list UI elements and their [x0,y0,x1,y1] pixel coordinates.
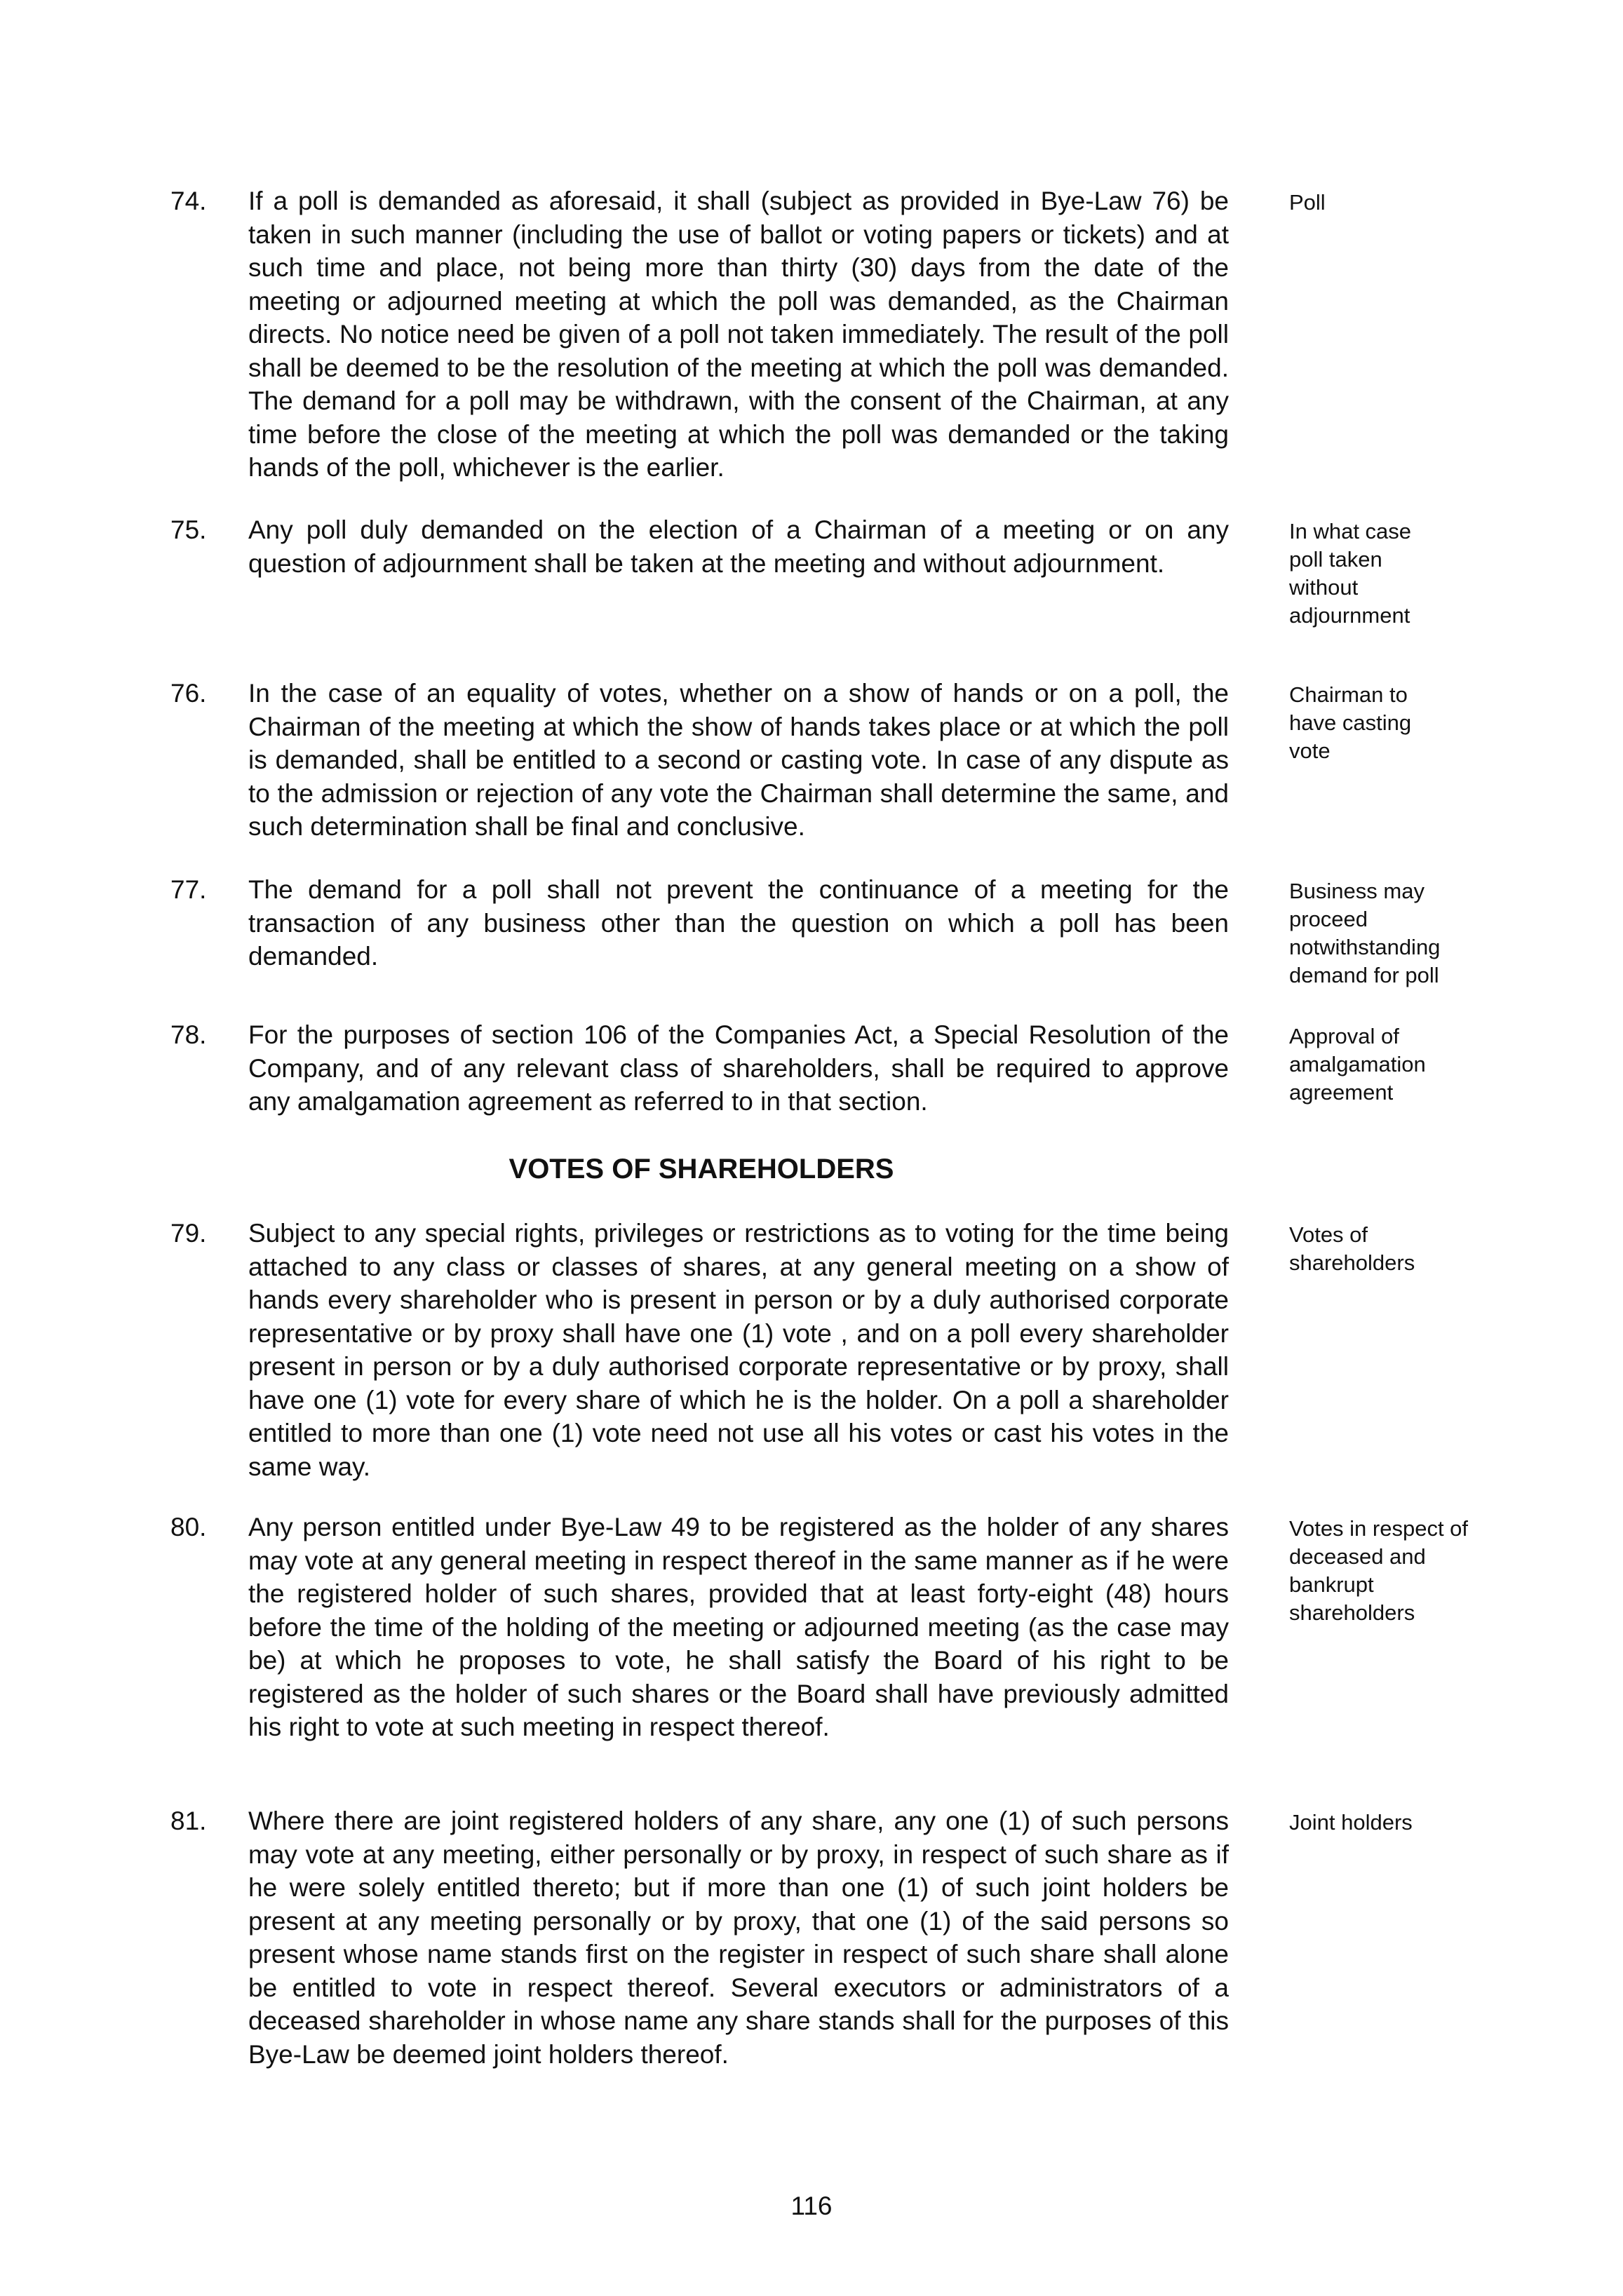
clause-text: Any person entitled under Bye-Law 49 to be registered as the holder of any shares may vote at any general meeting in respect thereof in the same manner as if he were the registered holder of such shares, provided that at least forty-eight (48) hours before the time of the holding of the meeting or adjourned meeting (as the case may be) at which he proposes to vote, he shall satisfy the Board of his right to be registered as the holder of such shares or the Board shall have previously admitted his right to vote at such meeting in respect thereof. [248,1513,1229,1741]
margin-note: In what case poll taken without adjournment [1289,519,1412,628]
clause-text: The demand for a poll shall not prevent the continuance of a meeting for the transaction of any business other than the question on which a poll has been demanded. [248,875,1229,971]
clause-number: 76. [170,679,207,708]
clause-text: If a poll is demanded as aforesaid, it shall (subject as provided in Bye-Law 76) be taken in such manner (including the use of ballot or voting papers or tickets) and at such time and place, not being more than thirty (30) days from the date of the meeting or adjourned meeting at which the poll was demanded, as the Chairman directs. No notice need be given of a poll not taken immediately. The result of the poll shall be deemed to be the resolution of the meeting at which the poll was demanded. The demand for a poll may be withdrawn, with the consent of the Chairman, at any time before the close of the meeting at which the poll was demanded or the taking hands of the poll, whichever is the earlier. [248,187,1229,482]
margin-note: Business may proceed notwithstanding demand for poll [1289,879,1441,987]
clause-number: 77. [170,875,207,904]
clause-number: 79. [170,1219,207,1248]
margin-note: Approval of amalgamation agreement [1289,1024,1426,1105]
clause-number: 75. [170,515,207,544]
margin-note: Chairman to have casting vote [1289,682,1412,763]
margin-note: Votes in respect of deceased and bankrupt shareholders [1289,1516,1469,1625]
margin-note: Votes of shareholders [1289,1222,1415,1275]
clause-text: Subject to any special rights, privileges or restrictions as to voting for the time being attached to any class or classes of shares, at any general meeting on a show of hands every shareholder who is present in person or by a duly authorised corporate representative or by proxy shall have one (1) vote , and on a poll every shareholder present in person or by a duly authorised corporate representative or by proxy, shall have one (1) vote for every share of which he is the holder. On a poll a shareholder entitled to more than one (1) vote need not use all his votes or cast his votes in the same way. [248,1219,1229,1481]
clause-text: For the purposes of section 106 of the Companies Act, a Special Resolution of the Company, and of any relevant class of shareholders, shall be required to approve any amalgamation agreement as referred to in that section. [248,1020,1229,1116]
clause-number: 81. [170,1807,207,1835]
section-heading: VOTES OF SHAREHOLDERS [509,1154,894,1184]
page-number: 116 [790,2192,833,2220]
clause-number: 74. [170,187,207,215]
clause-text: Any poll duly demanded on the election of a Chairman of a meeting or on any question of adjournment shall be taken at the meeting and without adjournment. [248,515,1229,578]
clause-text: In the case of an equality of votes, whether on a show of hands or on a poll, the Chairman of the meeting at which the show of hands takes place or at which the poll is demanded, shall be entitled to a second or casting vote. In case of any dispute as to the admission or rejection of any vote the Chairman shall determine the same, and such determination shall be final and conclusive. [248,679,1229,841]
clause-number: 78. [170,1020,207,1049]
margin-note: Joint holders [1289,1810,1413,1835]
margin-note: Poll [1289,190,1326,215]
clause-number: 80. [170,1513,207,1541]
clause-text: Where there are joint registered holders of any share, any one (1) of such persons may vote at any meeting, either personally or by proxy, in respect of such share as if he were solely entitled thereto; but if more than one (1) of such joint holders be present at any meeting personally or by proxy, that one (1) of the said persons so present whose name stands first on the register in respect of such share shall alone be entitled to vote in respect thereof. Several executors or administrators of a deceased shareholder in whose name any share stands shall for the purposes of this Bye-Law be deemed joint holders thereof. [248,1807,1229,2069]
